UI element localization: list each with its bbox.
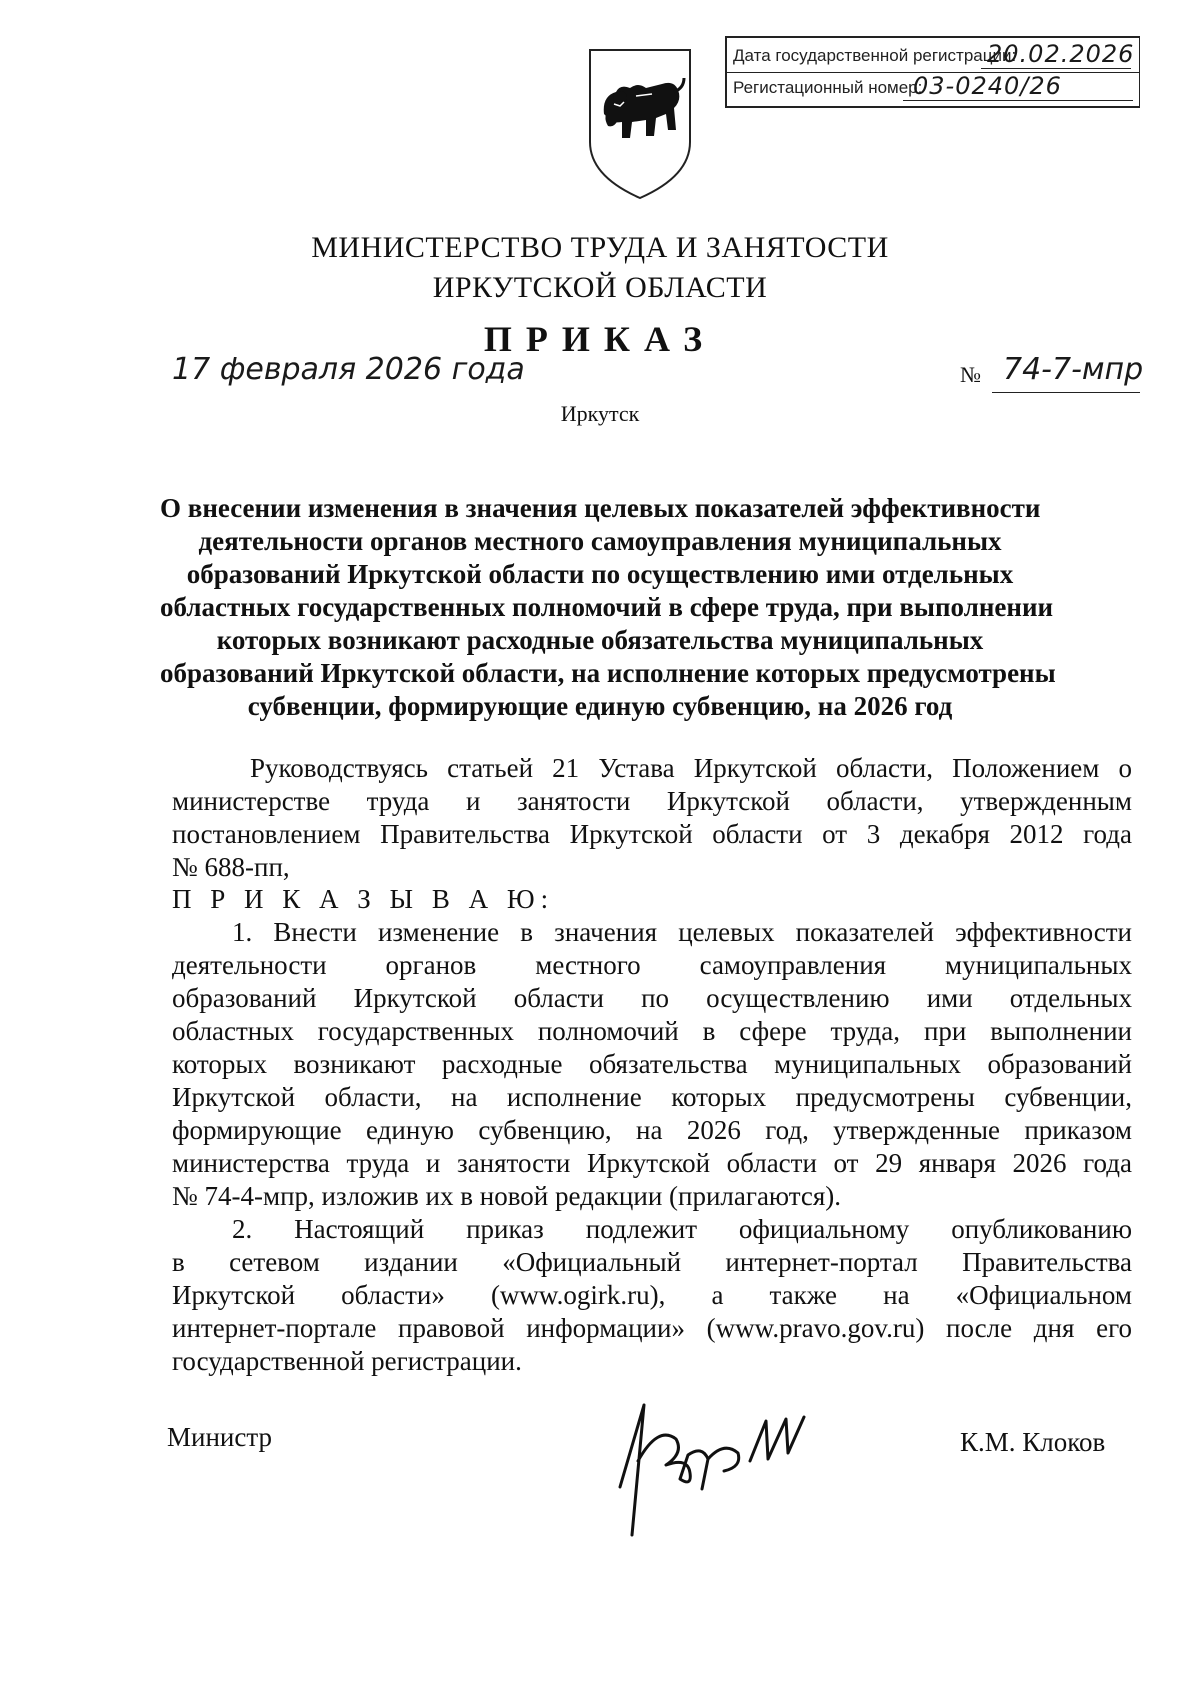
text-line: формирующие единую субвенцию, на 2026 год, утвержденные приказом — [172, 1115, 1132, 1145]
heading-line: деятельности органов местного самоуправления муниципальных — [198, 526, 1002, 556]
city: Иркутск — [560, 401, 640, 426]
item-1-paragraph — [172, 916, 1132, 1213]
heading-line: которых возникают расходные обязательства муниципальных — [216, 625, 984, 655]
text-line: № 74-4-мпр, изложив их в новой редакции (прилагаются). — [172, 1181, 842, 1211]
order-number-prefix: № — [960, 362, 981, 387]
text-line: постановлением Правительства Иркутской области от 3 декабря 2012 года — [172, 819, 1132, 849]
text-line: Руководствуясь статьей 21 Устава Иркутской области, Положением о — [250, 753, 1132, 783]
text-line: в сетевом издании «Официальный интернет-портал Правительства — [172, 1247, 1132, 1277]
item-2-paragraph — [172, 1213, 1132, 1378]
order-number: 74-7-мпр — [1003, 352, 1144, 387]
text-line: № 688-пп, — [172, 852, 290, 882]
order-date: 17 февраля 2026 года — [172, 352, 525, 387]
decree-word: П Р И К А З Ы В А Ю: — [172, 884, 555, 914]
order-heading — [160, 492, 1056, 723]
heading-line: образований Иркутской области, на исполнение которых предусмотрены — [160, 658, 1056, 688]
text-line: 2. Настоящий приказ подлежит официальному опубликованию — [232, 1214, 1132, 1244]
registration-stamp — [725, 36, 1140, 108]
signatory-name: К.М. Клоков — [960, 1427, 1106, 1457]
text-line: Иркутской области» (www.ogirk.ru), а также на «Официальном — [172, 1280, 1132, 1310]
heading-line: субвенции, формирующие единую субвенцию, на 2026 год — [247, 691, 953, 721]
handwritten-signature — [592, 1395, 822, 1545]
ministry-name-line1: МИНИСТЕРСТВО ТРУДА И ЗАНЯТОСТИ — [311, 231, 889, 264]
signatory-title: Министр — [167, 1422, 272, 1452]
registration-date-label: Дата государственной регистрации: — [733, 46, 1017, 65]
coat-of-arms-icon — [580, 44, 700, 204]
order-number-underline — [992, 392, 1140, 393]
text-line: которых возникают расходные обязательства муниципальных образований — [172, 1049, 1132, 1079]
text-line: деятельности органов местного самоуправления муниципальных — [172, 950, 1132, 980]
ministry-name-line2: ИРКУТСКОЙ ОБЛАСТИ — [432, 271, 768, 304]
registration-number-label: Регистационный номер: — [733, 78, 923, 97]
heading-line: О внесении изменения в значения целевых показателей эффективности — [160, 493, 1041, 523]
text-line: образований Иркутской области по осуществлению ими отдельных — [172, 983, 1132, 1013]
registration-date-value: 20.02.2026 — [987, 40, 1135, 68]
text-line: министерства труда и занятости Иркутской области от 29 января 2026 года — [172, 1148, 1132, 1178]
text-line: министерстве труда и занятости Иркутской области, утвержденным — [172, 786, 1132, 816]
heading-line: образований Иркутской области по осуществлению ими отдельных — [186, 559, 1014, 589]
document-type-title: ПРИКАЗ — [483, 319, 717, 359]
preamble-paragraph — [172, 752, 1132, 884]
text-line: государственной регистрации. — [172, 1346, 522, 1376]
text-line: интернет-портале правовой информации» (www.pravo.gov.ru) после дня его — [172, 1313, 1132, 1343]
text-line: Иркутской области, на исполнение которых предусмотрены субвенции, — [172, 1082, 1132, 1112]
heading-line: областных государственных полномочий в сфере труда, при выполнении — [160, 592, 1054, 622]
text-line: 1. Внести изменение в значения целевых показателей эффективности — [232, 917, 1132, 947]
registration-number-value: 03-0240/26 — [913, 72, 1062, 100]
text-line: областных государственных полномочий в сфере труда, при выполнении — [172, 1016, 1132, 1046]
